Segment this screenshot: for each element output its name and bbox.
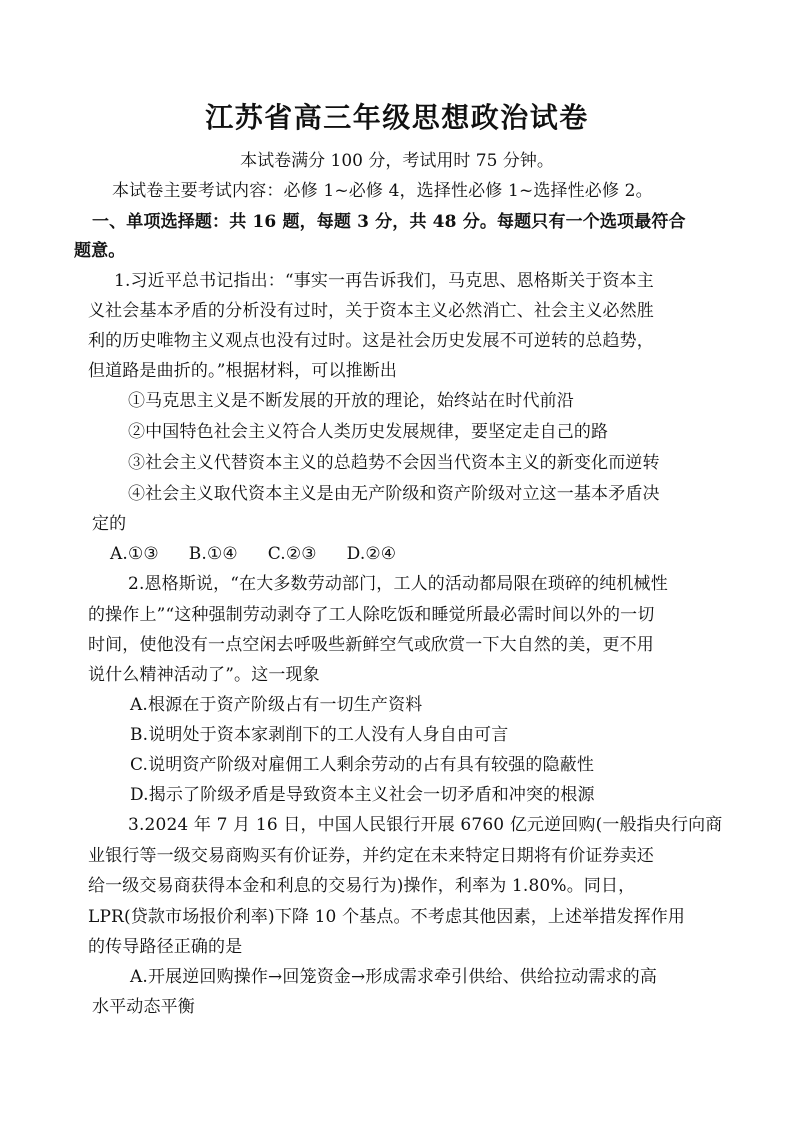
question-stem-line: 但道路是曲折的。”根据材料，可以推断出 [88, 361, 398, 381]
question-stem-line: 的操作上”“这种强制劳动剥夺了工人除吃饭和睡觉所最必需时间以外的一切 [88, 605, 655, 625]
option-d[interactable]: D.②④ [346, 544, 397, 564]
page-title: 江苏省高三年级思想政治试卷 [205, 101, 589, 134]
statement-1: ①马克思主义是不断发展的开放的理论，始终站在时代前沿 [128, 391, 574, 411]
question-stem-line: 业银行等一级交易商购买有价证券，并约定在未来特定日期将有价证券卖还 [88, 846, 654, 866]
statement-2: ②中国特色社会主义符合人类历史发展规律，要坚定走自己的路 [128, 422, 609, 442]
question-stem-line: 利的历史唯物主义观点也没有过时。这是社会历史发展不可逆转的总趋势， [88, 331, 654, 351]
question-stem-line: 说什么精神活动了”。这一现象 [88, 665, 320, 685]
question-stem-line: 时间，使他没有一点空闲去呼吸些新鲜空气或欣赏一下大自然的美，更不用 [88, 635, 654, 655]
exam-scope-note: 本试卷主要考试内容：必修 1~必修 4，选择性必修 1~选择性必修 2。 [112, 181, 653, 201]
question-stem-line: 1.习近平总书记指出：“事实一再告诉我们，马克思、恩格斯关于资本主 [114, 271, 654, 291]
statement-4: ④社会主义取代资本主义是由无产阶级和资产阶级对立这一基本矛盾决 [128, 484, 660, 504]
section-heading: 一、单项选择题：共 16 题，每题 3 分，共 48 分。每题只有一个选项最符合 [92, 212, 686, 232]
statement-4-cont: 定的 [92, 514, 127, 534]
option-a[interactable]: A.开展逆回购操作→回笼资金→形成需求牵引供给、供给拉动需求的高 [130, 967, 657, 987]
option-d[interactable]: D.揭示了阶级矛盾是导致资本主义社会一切矛盾和冲突的根源 [130, 785, 595, 805]
option-c[interactable]: C.②③ [267, 544, 317, 564]
option-a[interactable]: A.根源在于资产阶级占有一切生产资料 [130, 695, 423, 715]
question-stem-line: 义社会基本矛盾的分析没有过时，关于资本主义必然消亡、社会主义必然胜 [88, 301, 654, 321]
answer-options-row [110, 543, 426, 565]
question-stem-line: 给一级交易商获得本金和利息的交易行为)操作，利率为 1.80%。同日， [88, 876, 636, 896]
option-c[interactable]: C.说明资产阶级对雇佣工人剩余劳动的占有具有较强的隐蔽性 [130, 755, 595, 775]
option-b[interactable]: B.①④ [188, 544, 238, 564]
option-b[interactable]: B.说明处于资本家剥削下的工人没有人身自由可言 [130, 725, 509, 745]
question-stem-line: LPR(贷款市场报价利率)下降 10 个基点。不考虑其他因素，上述举措发挥作用 [88, 907, 686, 927]
question-stem-line: 3.2024 年 7 月 16 日，中国人民银行开展 6760 亿元逆回购(一般指央行向商 [128, 815, 723, 835]
option-a-cont: 水平动态平衡 [92, 997, 195, 1017]
question-stem-line: 2.恩格斯说，“在大多数劳动部门，工人的活动都局限在琐碎的纯机械性 [128, 574, 668, 594]
exam-time-note: 本试卷满分 100 分，考试用时 75 分钟。 [240, 151, 554, 171]
question-stem-line: 的传导路径正确的是 [88, 937, 243, 957]
statement-3: ③社会主义代替资本主义的总趋势不会因当代资本主义的新变化而逆转 [128, 453, 660, 473]
section-heading-cont: 题意。 [74, 241, 126, 261]
option-a[interactable]: A.①③ [110, 544, 159, 564]
